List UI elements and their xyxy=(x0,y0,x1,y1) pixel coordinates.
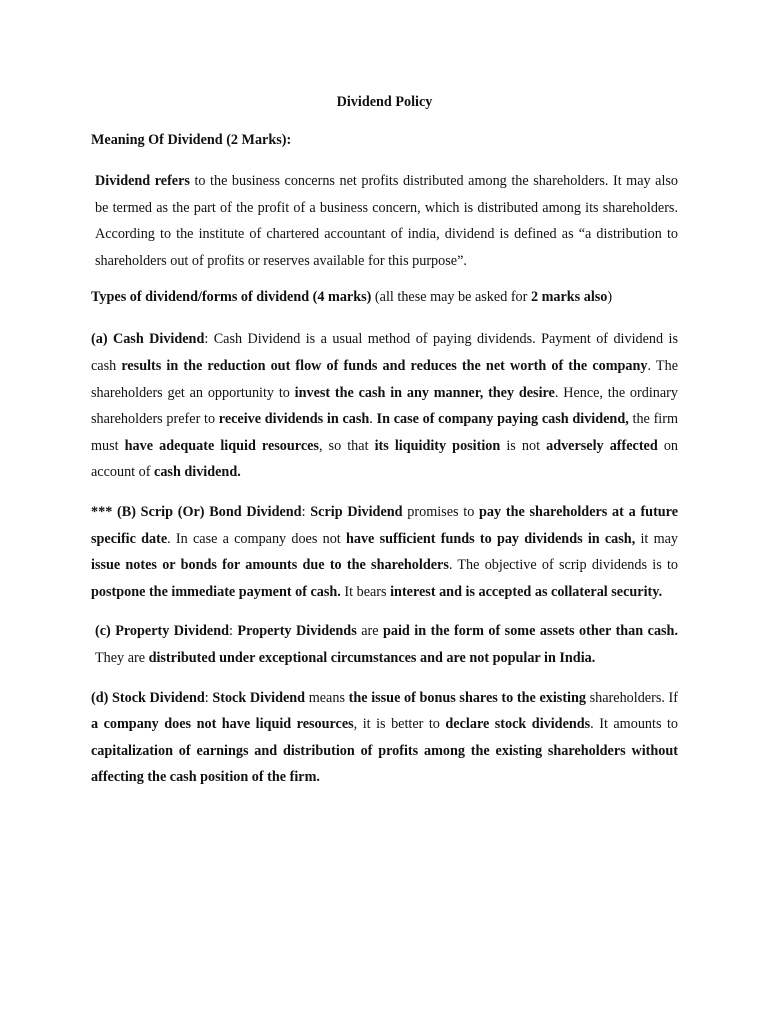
bold-text-segment: issue notes or bonds for amounts due to the shareholders xyxy=(91,557,449,574)
bold-text-segment: Property Dividends xyxy=(237,623,357,640)
bold-text-segment: receive dividends in cash xyxy=(218,411,370,428)
text-segment: , it is better to xyxy=(353,716,446,733)
bold-text-segment: Scrip Dividend xyxy=(310,503,403,520)
text-segment: the firm must xyxy=(91,411,678,454)
bold-text-segment: postpone the immediate payment of cash. xyxy=(91,583,341,600)
text-segment: shareholders. If xyxy=(585,689,678,706)
text-segment: : xyxy=(204,689,213,706)
text-segment: . In case a company does not xyxy=(167,530,346,547)
bold-text-segment: cash dividend. xyxy=(154,464,241,481)
bold-text-segment: have adequate liquid resources xyxy=(124,437,319,454)
text-segment: It bears xyxy=(340,583,391,600)
bold-text-segment: Types of dividend/forms of dividend (4 marks) xyxy=(91,289,372,306)
text-segment: . xyxy=(369,411,377,428)
text-segment: , so that xyxy=(318,437,375,454)
bold-text-segment: *** (B) Scrip (Or) Bond Dividend xyxy=(91,503,302,520)
paragraph-cash-dividend xyxy=(91,326,678,486)
bold-text-segment: Dividend refers xyxy=(95,173,190,189)
text-segment: it may xyxy=(635,530,679,547)
text-segment: . The objective of scrip dividends is to xyxy=(448,557,678,574)
paragraph-scrip-dividend xyxy=(91,499,678,605)
text-segment: : Cash Dividend is a usual method of paying dividends. Payment of dividend is cash xyxy=(91,331,678,374)
text-segment: to the business concerns net profits distributed among the shareholders. It may also be termed as the part of the profit of a business concern, which is distributed among its shareholders. According to the institute of chartered accountant of india, dividend is defined as “a distribution to shareholders out of profits or reserves available for this purpose”. xyxy=(95,173,678,269)
document-title: Dividend Policy xyxy=(336,94,433,110)
bold-text-segment: a company does not have liquid resources xyxy=(91,716,354,733)
bold-text-segment: distributed under exceptional circumstances and are not popular in India. xyxy=(148,649,596,666)
bold-text-segment: 2 marks also xyxy=(530,289,608,306)
paragraph-dividend-definition xyxy=(91,168,678,274)
bold-text-segment: In case of company paying cash dividend, xyxy=(376,411,629,428)
text-segment: : xyxy=(229,623,238,640)
bold-text-segment: adversely affected xyxy=(546,437,658,454)
paragraph-types-heading xyxy=(91,287,678,307)
text-segment: are xyxy=(356,623,383,640)
text-segment: . It amounts to xyxy=(590,716,679,733)
bold-text-segment: (d) Stock Dividend xyxy=(91,689,205,706)
text-segment: (all these may be asked for xyxy=(371,289,531,306)
meaning-heading: Meaning Of Dividend (2 Marks): xyxy=(91,132,292,148)
text-segment: on account of xyxy=(91,437,679,481)
bold-text-segment: (a) Cash Dividend xyxy=(91,331,205,348)
bold-text-segment: its liquidity position xyxy=(374,437,501,454)
text-segment: promises to xyxy=(402,503,480,520)
paragraph-property-dividend xyxy=(91,618,678,671)
bold-text-segment: paid in the form of some assets other than cash. xyxy=(383,623,678,640)
bold-text-segment: (c) Property Dividend xyxy=(95,623,229,640)
bold-text-segment: interest and is accepted as collateral security. xyxy=(390,583,663,600)
bold-text-segment: Stock Dividend xyxy=(212,689,306,706)
text-segment: . The shareholders get an opportunity to xyxy=(91,357,678,401)
text-segment: means xyxy=(305,689,349,706)
bold-text-segment: pay the shareholders at a future specific date xyxy=(91,503,679,547)
text-segment: : xyxy=(301,503,311,520)
bold-text-segment: invest the cash in any manner, they desire xyxy=(294,384,555,401)
bold-text-segment: results in the reduction out flow of funds and reduces the net worth of the company xyxy=(121,357,648,374)
bold-text-segment: capitalization of earnings and distribution of profits among the existing shareholders without affecting the cash position of the firm. xyxy=(91,742,678,786)
text-segment: . Hence, the ordinary shareholders prefer to xyxy=(91,384,678,428)
text-segment: ) xyxy=(607,289,613,306)
paragraph-stock-dividend xyxy=(91,685,678,791)
bold-text-segment: have sufficient funds to pay dividends in cash, xyxy=(345,530,636,547)
text-segment: is not xyxy=(500,437,547,454)
bold-text-segment: the issue of bonus shares to the existing xyxy=(348,689,586,706)
bold-text-segment: declare stock dividends xyxy=(445,716,591,733)
text-segment: They are xyxy=(95,649,149,666)
